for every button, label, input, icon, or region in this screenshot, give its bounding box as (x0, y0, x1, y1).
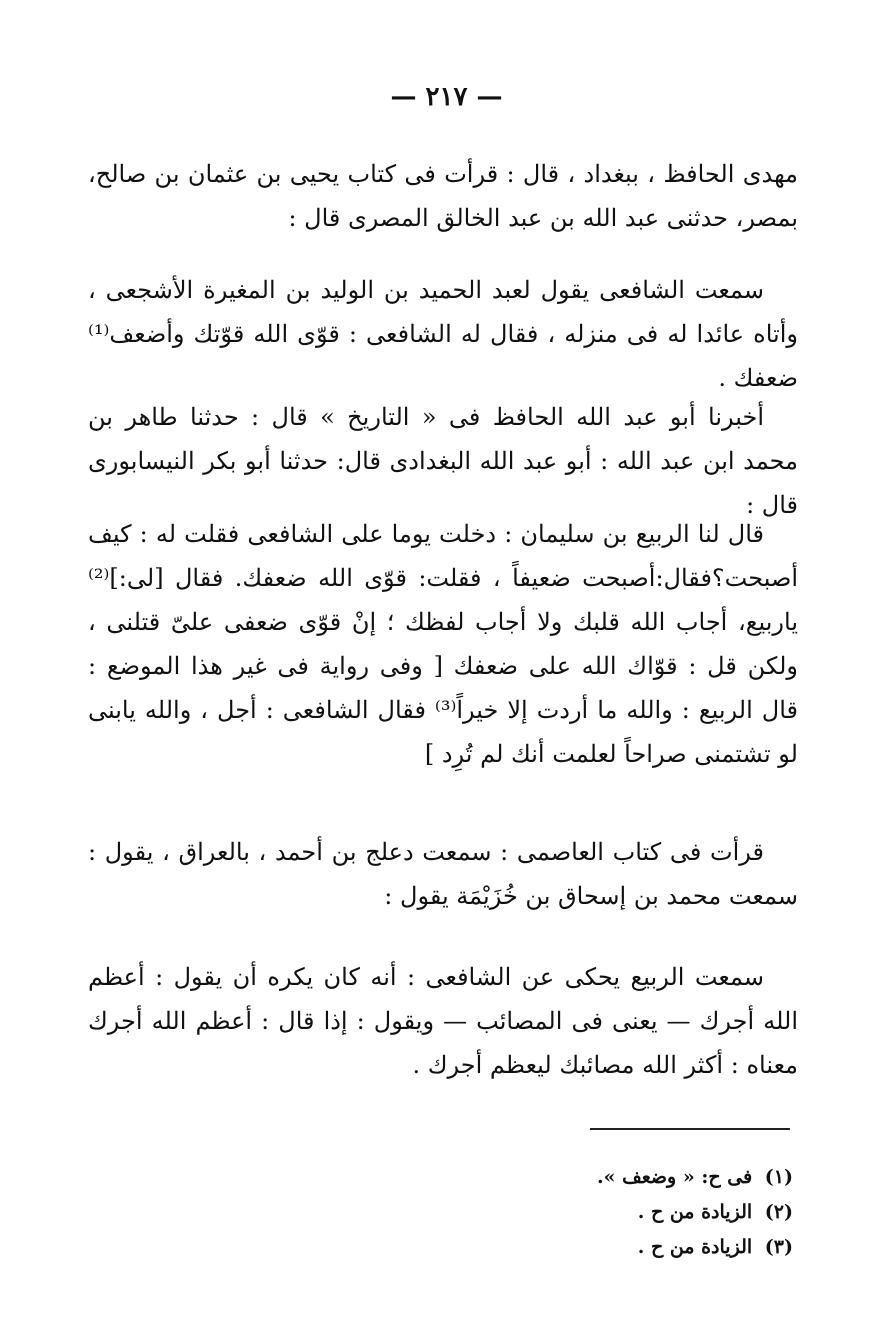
paragraph-1 (88, 152, 798, 240)
footnote-3 (393, 1230, 793, 1265)
paragraph-text: مهدى الحافظ ، ببغداد ، قال : قرأت فى كتاب يحيى بن عثمان بن صالح، بمصر، حدثنى عبد الله بن عبد الخالق المصرى قال : (88, 160, 798, 232)
paragraph-3 (88, 395, 798, 527)
page-number: — ٢١٧ — (390, 82, 503, 112)
paragraph-6 (88, 955, 798, 1087)
footnote-text: الزيادة من ح . (637, 1236, 753, 1258)
paragraph-5 (88, 830, 798, 918)
paragraph-2 (88, 268, 798, 400)
footnote-number: (٣) (764, 1236, 793, 1258)
paragraph-text: سمعت الشافعى يقول لعبد الحميد بن الوليد بن المغيرة الأشجعى ، وأتاه عائدا له فى منزله ، فقال له الشافعى : قوّى الله قوّتك وأضعف⁽¹⁾ ضعفك . (88, 276, 798, 392)
paragraph-text: قال لنا الربيع بن سليمان : دخلت يوما على الشافعى فقلت له : كيف أصبحت؟فقال:أصبحت ضعيفاً ، فقلت: قوّى الله ضعفك. فقال [لى:]⁽²⁾ ياربيع، أجاب الله قلبك ولا أجاب لفظك ؛ إنْ قوّى ضعفى علىّ قتلنى ، ولكن قل : قوّاك الله على ضعفك [ وفى رواية فى غير هذا الموضع : قال الربيع : والله ما أردت إلا خيراً⁽³⁾ فقال الشافعى : أجل ، والله يابنى لو تشتمنى صراحاً لعلمت أنك لم تُرِد ] (88, 520, 798, 768)
footnote-2 (393, 1195, 793, 1230)
footnotes (393, 1160, 793, 1265)
footnote-text: الزيادة من ح . (637, 1201, 753, 1223)
footnote-divider (590, 1128, 790, 1130)
paragraph-text: أخبرنا أبو عبد الله الحافظ فى « التاريخ » قال : حدثنا طاهر بن محمد ابن عبد الله : أبو عبد الله البغدادى قال: حدثنا أبو بكر النيسابورى قال : (88, 403, 798, 519)
footnote-number: (٢) (764, 1201, 793, 1223)
paragraph-text: قرأت فى كتاب العاصمى : سمعت دعلج بن أحمد ، بالعراق ، يقول : سمعت محمد بن إسحاق بن خُزَيْمَة يقول : (88, 838, 798, 910)
paragraph-text: سمعت الربيع يحكى عن الشافعى : أنه كان يكره أن يقول : أعظم الله أجرك — يعنى فى المصائب — ويقول : إذا قال : أعظم الله أجرك معناه : أكثر الله مصائبك ليعظم أجرك . (88, 963, 798, 1079)
footnote-1 (393, 1160, 793, 1195)
footnote-text: فى ح: « وضعف ». (596, 1166, 753, 1188)
paragraph-4 (88, 512, 798, 776)
footnote-number: (١) (764, 1166, 793, 1188)
